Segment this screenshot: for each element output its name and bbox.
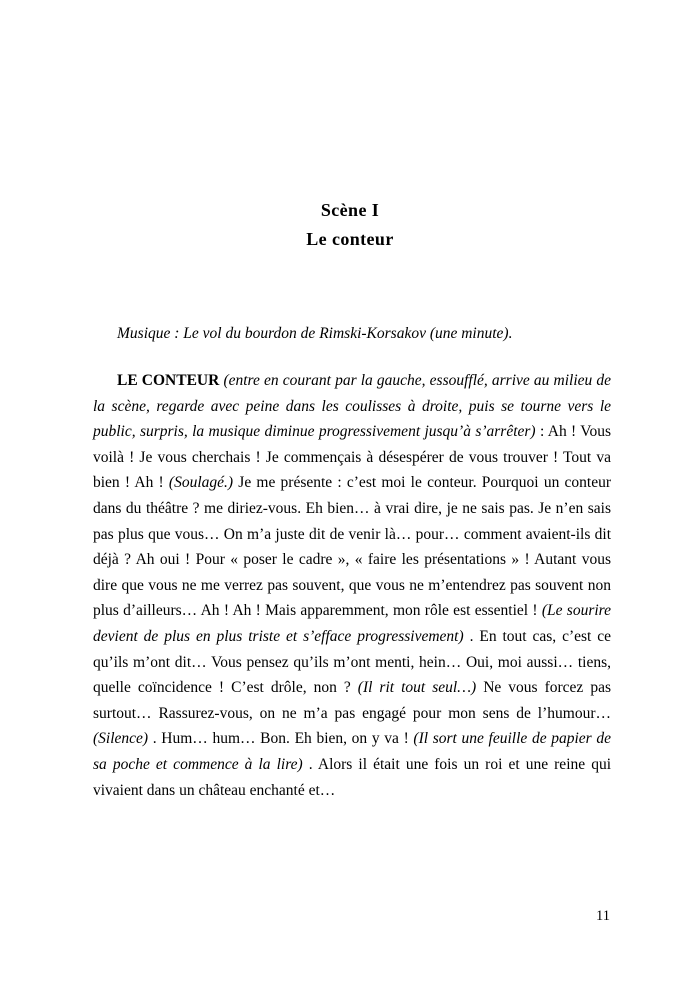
speech-text-2: Je me présente : c’est moi le conteur. Pourquoi un conteur dans du théâtre ? me diriez-vous. Eh bien… à vrai dire, je ne sais pas. Je n’en sais pas plus que vous… On m’a juste dit de venir là… pour… comment avaient-ils dit déjà ? Ah oui ! Pour « poser le cadre », « faire les présentations » ! Autant vous dire que vous ne me verrez pas souvent, que vous ne m’entendrez pas souvent non plus d’ailleurs… Ah ! Ah ! Mais apparemment, mon rôle est essentiel ! [93, 474, 611, 620]
stage-direction-music: Musique : Le vol du bourdon de Rimski-Korsakov (une minute). [117, 325, 513, 342]
stage-direction-4: (Il rit tout seul…) [357, 679, 477, 697]
stage-direction-6: (Il sort une feuille de papier de sa poche et commence à la lire) [93, 730, 612, 773]
speech-text-3: . En tout cas, c’est ce qu’ils m’ont dit… Vous pensez qu’ils m’ont menti, hein… Oui, moi aussi… tiens, quelle coïncidence ! C’est drôle, non ? [93, 627, 612, 697]
speech-text-6: . Alors il était une fois un roi et une reine qui vivaient dans un château enchanté et… [93, 755, 612, 799]
speech-text-4: Ne vous forcez pas surtout… Rassurez-vous, on ne m’a pas engagé pour mon sens de l’humour… [93, 679, 611, 722]
stage-direction-3: (Le sourire devient de plus en plus triste et s’efface progressivement) [93, 602, 611, 645]
speech-block [93, 368, 611, 803]
scene-heading [0, 196, 700, 254]
page-number: 11 [596, 908, 610, 924]
page-content [93, 322, 611, 803]
speech-text-1: : Ah ! Vous voilà ! Je vous cherchais ! Je commençais à désespérer de vous trouver ! Tout va bien ! Ah ! [93, 423, 612, 492]
scene-title: Le conteur [306, 229, 394, 249]
stage-direction-2: (Soulagé.) [168, 474, 234, 492]
scene-label: Scène I [320, 200, 380, 220]
stage-direction-5: (Silence) [93, 730, 149, 748]
speech-text-5: . Hum… hum… Bon. Eh bien, on y va ! [152, 730, 414, 748]
speaker-name: LE CONTEUR [117, 372, 220, 389]
stage-direction-1: (entre en courant par la gauche, essoufflé, arrive au milieu de la scène, regarde avec peine dans les coulisses à droite, puis se tourne vers le public, surpris, la musique diminue progressivement jusqu’à s’arrêter) [93, 372, 612, 441]
